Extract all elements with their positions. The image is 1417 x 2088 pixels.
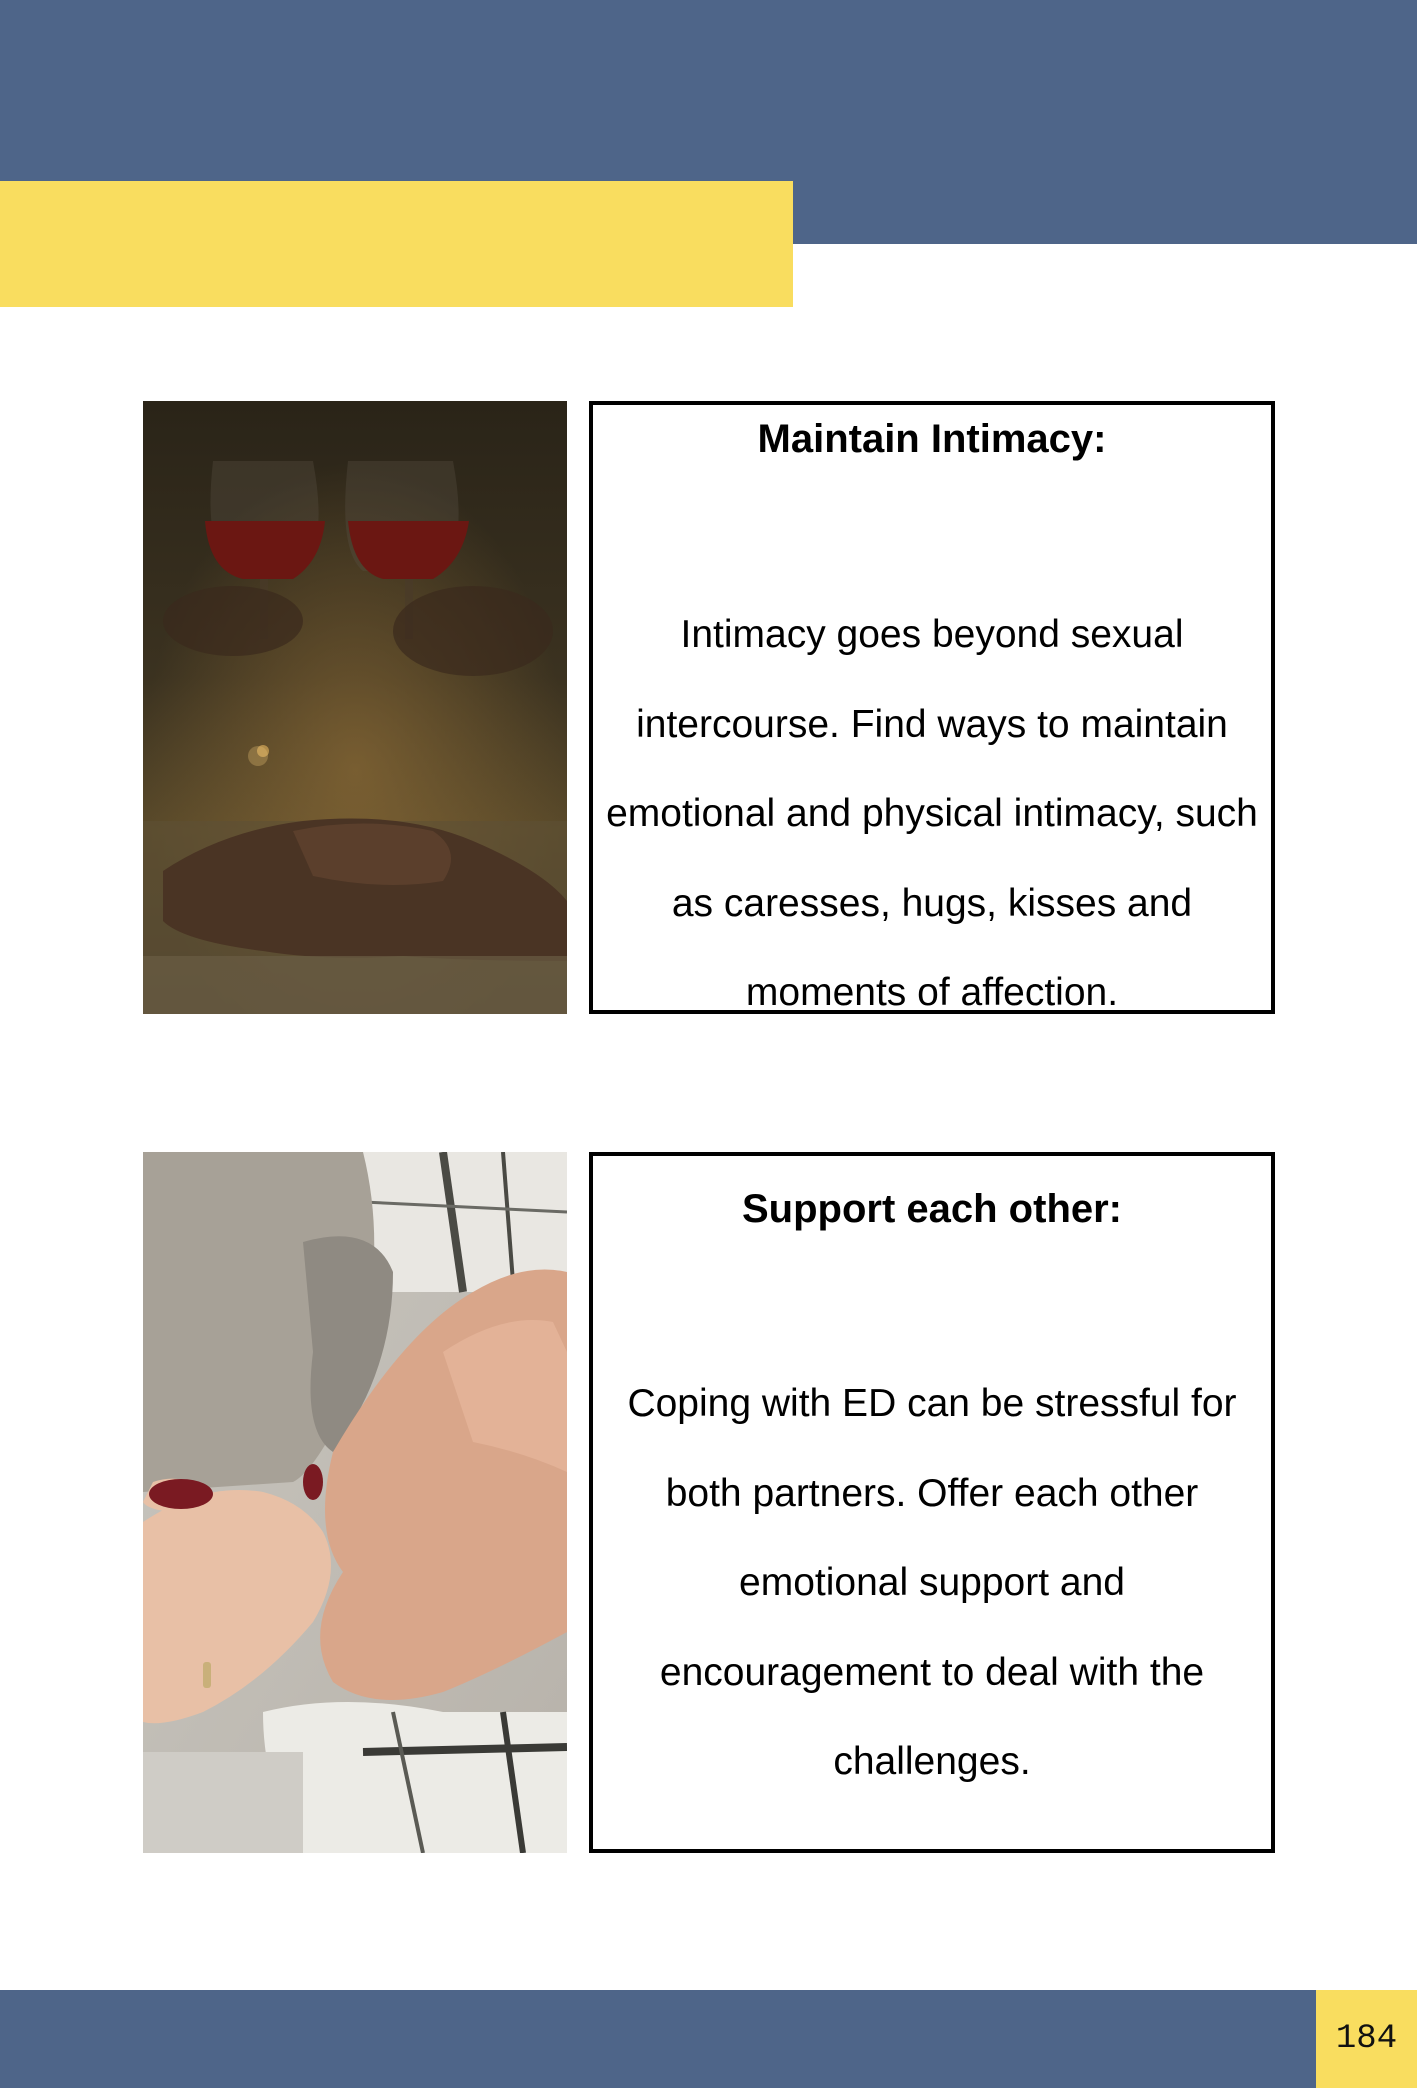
- header-accent-bar: [0, 181, 793, 307]
- intimacy-heading: Maintain Intimacy:: [757, 417, 1107, 461]
- holding-hands-photo: [143, 1152, 567, 1853]
- intimacy-text: Intimacy goes beyond sexual intercourse. Find ways to maintain emotional and physical intimacy, such as caresses, hugs, kisses and moments of affection.: [606, 613, 1258, 1014]
- page-number: 184: [1316, 1990, 1417, 2088]
- support-text: Coping with ED can be stressful for both partners. Offer each other emotional support and encouragement to deal with the challenges.: [627, 1382, 1237, 1783]
- wine-toast-photo: [143, 401, 567, 1014]
- intimacy-card: [589, 401, 1275, 1014]
- support-heading: Support each other:: [741, 1187, 1123, 1231]
- header-notch: [793, 244, 1417, 307]
- support-card: [589, 1152, 1275, 1853]
- footer-band: [0, 1990, 1316, 2088]
